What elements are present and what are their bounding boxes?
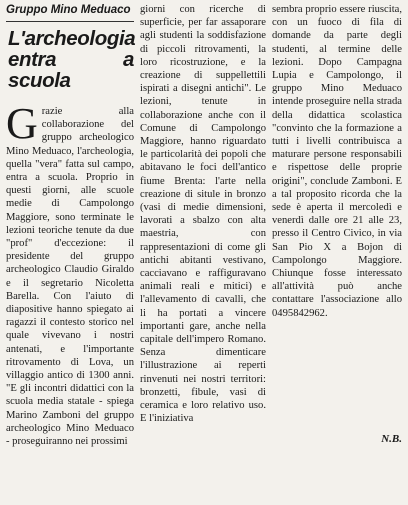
column-1-text: razie alla collaborazione del gruppo archeologico Mino Meduaco, l'archeologia, quella "vera" fatta sul campo, entra a scuola. Proprio in questi giorni, alle scuole medie di Campolongo Maggiore, sono terminate le lezioni teoriche tenute da due "prof" d'eccezione: il presidente del gruppo archeologico Claudio Giraldo e il segretario Nicoletta Barella. Con l'aiuto di diapositive hanno spiegato ai ragazzi il contesto storico nel quale vivevano i nostri antenati, e l'importante ritrovamento di Lova, un villaggio antico di 1300 anni. "E gli incontri didattici con la scuola media statale - spiega Marino Zamboni del gruppo archeologico Mino Meduaco - proseguiranno nei prossimi <box>6 106 134 448</box>
article-column-1 <box>6 3 134 448</box>
column-3-text: sembra proprio essere riuscita, con un fuoco di fila di domande da parte degli studenti, al termine delle lezioni. Dopo Campagna Lupia e Campolongo, il gruppo Mino Meduaco intende proseguire nella strada della didattica scolastica "convinto che la formazione a tutti i livelli contribuisca a maturare persone responsabili e rispettose delle proprie origini", conclude Zamboni. E a tal proposito ricorda che la sede è aperta il mercoledì e venerdì dalle ore 21 alle 23, presso il Centro Civico, in via San Pio X a Bojon di Campolongo Maggiore. Chiunque fosse interessato all'attività può anche contattare l'associazione allo 0495842962. <box>272 4 402 319</box>
drop-cap: G <box>6 99 38 148</box>
author-signature: N.B. <box>381 433 402 445</box>
article-column-2 <box>140 3 266 426</box>
article-column-3 <box>272 3 402 320</box>
column-2-text: giorni con ricerche di superficie, per far assaporare agli studenti la soddisfazione di piccoli ritrovamenti, la loro ricostruzione, e la creazione di suppellettili ispirati a disegni antichi". Le lezioni, tenute in collaborazione anche con il Comune di Campolongo Maggiore, hanno riguardato le particolarità dei popoli che abitavano le foci dell'antico fiume Brenta: l'arte nella creazione di situle in bronzo (vasi di medie dimensioni, lavorati a sbalzo con alta maestria, con rappresentazioni di come gli antichi abitanti vestivano, cacciavano e raffiguravano animali reali e mitici) e l'allevamento di cavalli, che li ha portati a vincere importanti gare, anche nella capitale dell'impero Romano. Senza dimenticare l'illustrazione ai reperti rinvenuti nei nostri territori: bronzetti, fibule, vasi di ceramica e loro relativo uso. E l'iniziativa <box>140 4 266 425</box>
article-kicker: Gruppo Mino Meduaco <box>6 4 131 16</box>
kicker-rule <box>6 21 134 22</box>
article-lead-paragraph <box>6 99 134 448</box>
article-headline: L'archeologia entra a scuola <box>8 27 136 92</box>
